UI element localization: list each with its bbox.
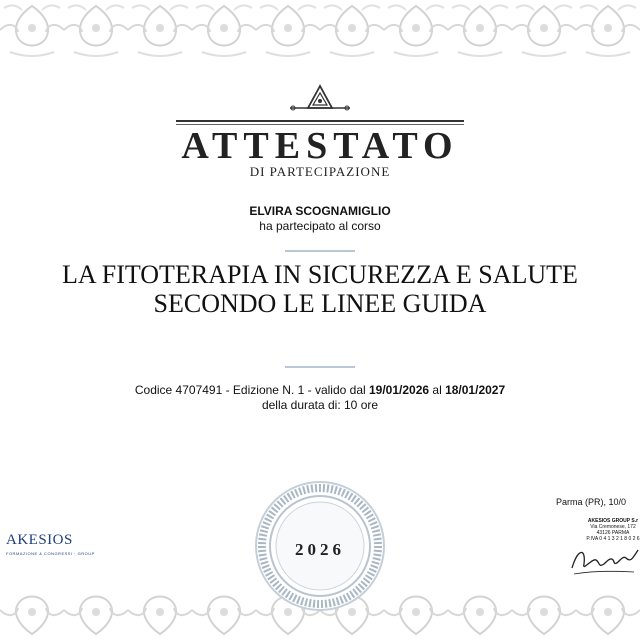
top-ornament-band	[0, 0, 640, 62]
course-title-line1: LA FITOTERAPIA IN SICUREZZA E SALUTE	[62, 260, 578, 289]
title-rule-thick	[176, 120, 464, 122]
signature-icon	[568, 538, 640, 578]
duration-text: della durata di: 10 ore	[261, 398, 379, 412]
course-title-line2: SECONDO LE LINEE GUIDA	[153, 289, 487, 318]
akesios-logo-subtext: FORMAZIONE & CONGRESSI · GROUP	[6, 551, 95, 556]
triangle-emblem-icon	[290, 84, 350, 112]
place-date: Parma (PR), 10/0	[556, 497, 627, 507]
certificate-title: ATTESTATO	[181, 125, 459, 167]
divider-bottom	[285, 366, 355, 368]
valid-from-date: 19/01/2026	[369, 383, 430, 397]
company-address-2: 43126 PARMA	[596, 530, 630, 536]
company-address-1: Via Cremonese, 172	[590, 524, 636, 530]
akesios-logo: AKESIOS	[6, 532, 73, 548]
certificate-subtitle: DI PARTECIPAZIONE	[249, 164, 391, 179]
top-ornament-pattern	[0, 0, 640, 62]
company-vat: P.IVA 0 4 1 3 2 1 8 0 2 6	[586, 536, 640, 542]
valid-to-date: 18/01/2027	[445, 383, 506, 397]
divider-top	[285, 250, 355, 252]
code-prefix: Codice 4707491 - Edizione N. 1 - valido dal	[134, 383, 369, 397]
company-name: AKESIOS GROUP S.r	[587, 518, 639, 524]
course-code-line	[0, 383, 640, 397]
participant-name: ELVIRA SCOGNAMIGLIO	[249, 204, 391, 218]
seal-year: 2026	[295, 540, 345, 559]
participated-text: ha partecipato al corso	[259, 219, 381, 233]
code-middle: al	[429, 383, 446, 397]
